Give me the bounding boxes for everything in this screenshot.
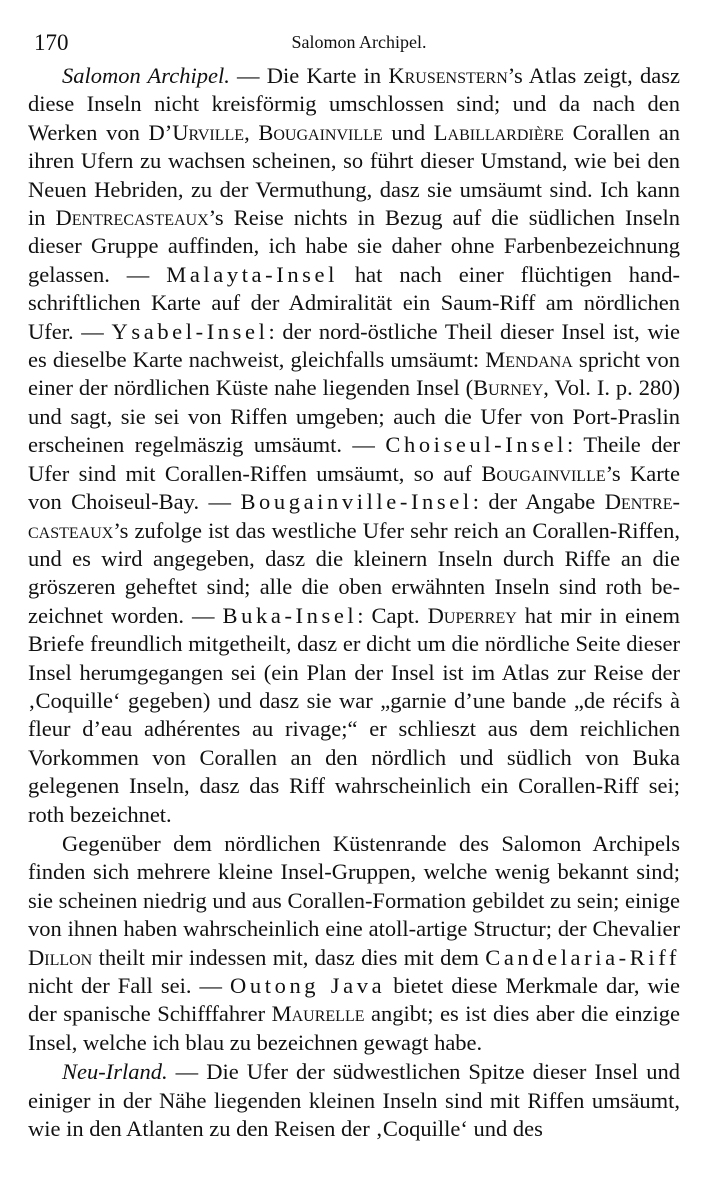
author-name: Dentrecasteaux xyxy=(28,489,680,543)
page-header xyxy=(28,0,680,62)
paragraph xyxy=(28,1058,680,1143)
text-run: — Die Karte in xyxy=(229,63,389,88)
author-name: Duperrey xyxy=(427,602,517,628)
author-name: Mendana xyxy=(485,347,573,373)
text-run: : Capt. xyxy=(357,602,428,628)
island-name: Buka-Insel xyxy=(222,602,358,628)
text-run: Gegenüber dem nördlichen Küstenrande des Salomon Archipels finden sich mehrere kleine Insel-Gruppen, welche wenig bekannt sind; sie scheinen niedrig und aus Corallen-Formation gebildet zu sein; einige von ihnen haben wahrscheinlich eine atoll-artige Structur; der Chevalier xyxy=(28,830,680,942)
island-name: Ysabel-Insel xyxy=(111,318,269,344)
island-name: Choiseul-Insel xyxy=(385,432,568,458)
author-name: Bougainville xyxy=(481,460,606,486)
author-name: Urville xyxy=(172,119,245,145)
author-name: Bougainville xyxy=(258,119,383,145)
text-run: angibt; es ist dies aber die einzige Insel, welche ich blau zu bezeichnen gewagt habe. xyxy=(28,1001,681,1055)
text-run: bietet diese Merkmale dar, wie der spanische Schifffahrer xyxy=(28,973,680,1027)
text-run: , Vol. I. p. 280) und sagt, sie sei von Riffen umgeben; auch die Ufer von Port-Praslin erscheinen regelmäszig umsäumt. — xyxy=(28,375,680,458)
page-number: 170 xyxy=(34,30,69,55)
text-run: ’s zufolge ist das westliche Ufer sehr reich an Corallen-Riffen, und es wird angegeben, dasz die kleinern Inseln durch Riffe an die gröszeren geheftet sind; alle die oben erwähnten Inseln sind roth bezeichnet worden. — xyxy=(28,517,680,628)
island-name: Bougainville-Insel xyxy=(240,489,473,515)
text-run: : Theile der Ufer sind mit Corallen-Riffen umsäumt, so auf xyxy=(28,432,680,486)
text-run: spricht von einer der nördlichen Küste nahe liegenden Insel ( xyxy=(28,347,680,401)
author-name: Maurelle xyxy=(271,1001,365,1027)
text-run: ’s Reise nichts in Bezug auf die südlichen Inseln dieser Gruppe auffinden, ich habe sie daher ohne Farbenbezeichnung gelassen. — xyxy=(28,205,680,287)
running-head: Salomon Archipel. xyxy=(291,32,427,52)
author-name: Dillon xyxy=(28,944,93,970)
text-run: und xyxy=(382,119,434,145)
section-heading: Neu-Irland. xyxy=(62,1059,168,1085)
text-run: theilt mir indessen mit, dasz dies mit dem xyxy=(92,944,486,970)
text-run: : der nord-östliche Theil dieser Insel ist, wie es dieselbe Karte nachweist, gleichfalls umsäumt: xyxy=(28,318,681,373)
text-run: Corallen an ihren Ufern zu wachsen scheinen, so führt dieser Umstand, wie bei den Neuen Hebriden, zu der Vermuthung, dasz sie umsäumt sind. Ich kann in xyxy=(28,119,681,231)
author-name: Dentrecasteaux xyxy=(55,205,209,231)
author-name: Krusenstern xyxy=(388,63,508,88)
paragraph xyxy=(28,62,680,829)
text-run: ’s Atlas zeigt, dasz diese Inseln nicht kreisförmig umschlossen sind; und da nach den Werken von D’ xyxy=(28,63,680,145)
text-run: ’s Karte von Choiseul-Bay. — xyxy=(28,460,680,515)
text-run: , xyxy=(244,119,259,145)
text-run: — Die Ufer der südwestlichen Spitze dieser Insel und einiger in der Nähe liegenden kleinen Inseln sind mit Riffen umsäumt, wie in den Atlanten zu den Reisen der ‚Coquille‘ und des xyxy=(28,1059,680,1142)
body-text xyxy=(28,62,680,1143)
island-name: Candelaria-Riff xyxy=(485,944,680,970)
paragraph xyxy=(28,830,680,1057)
island-name: Outong Java xyxy=(230,973,386,998)
text-run: hat nach einer flüchtigen handschriftlichen Karte auf der Admiralität ein Saum-Riff am nördlichen Ufer. — xyxy=(28,261,680,344)
text-run: nicht der Fall sei. — xyxy=(28,973,231,998)
author-name: Labillardière xyxy=(433,119,564,145)
text-run: : der Angabe xyxy=(472,489,605,515)
author-name: Burney xyxy=(473,375,544,401)
section-heading: Salomon Archipel. xyxy=(62,63,230,88)
text-run: hat mir in einem Briefe freundlich mitgetheilt, dasz er dicht um die nördliche Seite dieser Insel herumgegangen sei (ein Plan der Insel ist im Atlas zur Reise der ‚Coquille‘ gegeben) und dasz sie war „garnie d’une bande „de récifs à fleur d’eau adhérentes au rivage;“ er schlieszt aus dem reichlichen Vorkommen von Corallen an den nördlich und südlich von Buka gelegenen Inseln, dasz das Riff wahrscheinlich ein Corallen-Riff sei; roth bezeichnet. xyxy=(28,602,681,827)
island-name: Malayta-Insel xyxy=(166,261,338,287)
